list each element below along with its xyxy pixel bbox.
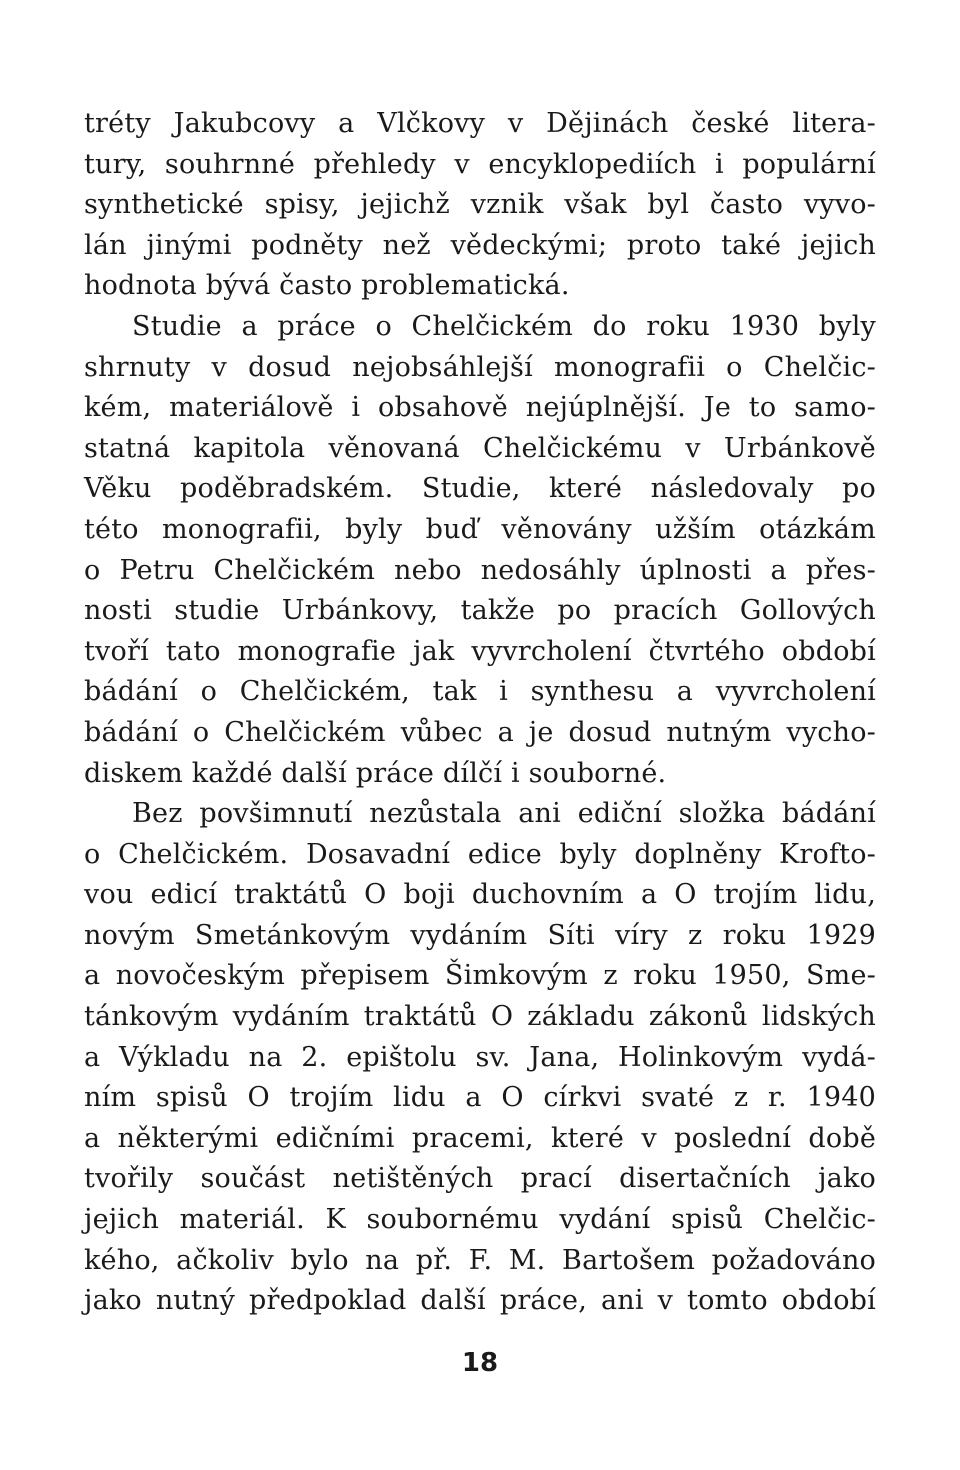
text-line: jejich materiál. K soubornému vydání spisů Chelčic- — [84, 1204, 876, 1236]
text-line: a novočeským přepisem Šimkovým z roku 1950, Sme- — [84, 960, 876, 992]
text-line: kého, ačkoliv bylo na př. F. M. Bartošem požadováno — [84, 1244, 876, 1276]
text-line: vou edicí traktátů O boji duchovním a O trojím lidu, — [84, 879, 876, 911]
text-line: a některými edičními pracemi, které v poslední době — [84, 1122, 876, 1154]
text-line: Věku poděbradském. Studie, které následovaly po — [84, 473, 876, 505]
text-line: tánkovým vydáním traktátů O základu zákonů lidských — [84, 1001, 876, 1033]
text-line: shrnuty v dosud nejobsáhlejší monografii o Chelčic- — [84, 351, 876, 383]
page-number: 18 — [461, 1348, 499, 1378]
text-line: lán jinými podněty než vědeckými; proto také jejich — [84, 229, 876, 261]
text-line: o Petru Chelčickém nebo nedosáhly úplnosti a přes- — [84, 554, 876, 586]
text-line: bádání o Chelčickém vůbec a je dosud nutným vycho- — [84, 716, 876, 748]
text-line: nosti studie Urbánkovy, takže po pracích Gollových — [84, 595, 876, 627]
text-line: synthetické spisy, jejichž vznik však byl často vyvo- — [84, 189, 876, 221]
text-line: Studie a práce o Chelčickém do roku 1930 byly — [132, 310, 876, 342]
text-line: tvořily součást netištěných prací disertačních jako — [84, 1163, 876, 1195]
text-line: a Výkladu na 2. epištolu sv. Jana, Holinkovým vydá- — [84, 1041, 876, 1073]
text-line: tréty Jakubcovy a Vlčkovy v Dějinách české litera- — [84, 108, 876, 139]
text-line: tury, souhrnné přehledy v encyklopediích i populární — [84, 148, 876, 180]
text-line: statná kapitola věnovaná Chelčickému v Urbánkově — [84, 432, 876, 464]
text-line: diskem každé další práce dílčí i souborné. — [84, 757, 667, 789]
text-line: ním spisů O trojím lidu a O církvi svaté z r. 1940 — [84, 1082, 876, 1114]
text-line: této monografii, byly buď věnovány užším otázkám — [84, 513, 876, 545]
text-line: tvoří tato monografie jak vyvrcholení čtvrtého období — [84, 635, 876, 667]
text-line: jako nutný předpoklad další práce, ani v tomto období — [84, 1285, 876, 1317]
text-line: kém, materiálově i obsahově nejúplnější. Je to samo- — [84, 392, 876, 424]
text-line: hodnota bývá často problematická. — [84, 270, 570, 302]
text-body — [84, 104, 876, 1322]
text-line: Bez povšimnutí nezůstala ani ediční složka bádání — [132, 798, 876, 830]
text-line: bádání o Chelčickém, tak i synthesu a vyvrcholení — [84, 676, 876, 708]
text-line: novým Smetánkovým vydáním Síti víry z roku 1929 — [84, 919, 876, 951]
text-line: o Chelčickém. Dosavadní edice byly doplněny Krofto- — [84, 838, 876, 870]
